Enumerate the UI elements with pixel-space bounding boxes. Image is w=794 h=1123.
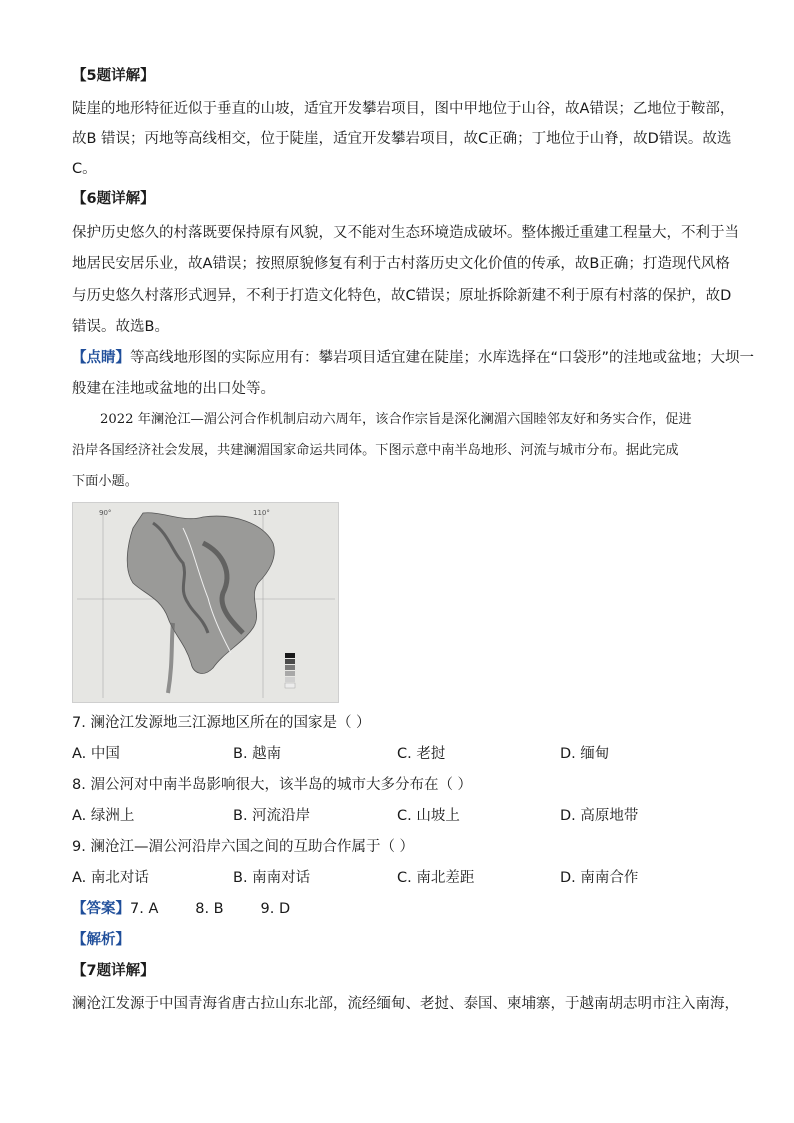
- tip-label: 【点睛】: [72, 350, 130, 366]
- map-lon-label-1: 90°: [99, 509, 112, 517]
- legend-swatch-5: [285, 677, 295, 682]
- answer-label: 【答案】: [72, 901, 130, 917]
- q9-option-b[interactable]: B. 南南对话: [233, 870, 311, 886]
- tip-text-1: 等高线地形图的实际应用有：攀岩项目适宜建在陡崖；水库选择在“口袋形”的洼地或盆地；大坝一: [130, 350, 755, 366]
- question-8-stem: 8. 湄公河对中南半岛影响很大，该半岛的城市大多分布在（ ）: [72, 777, 473, 793]
- q9-option-c[interactable]: C. 南北差距: [397, 870, 475, 886]
- q8-option-c[interactable]: C. 山坡上: [397, 808, 460, 824]
- q6-line-1: 保护历史悠久的村落既要保持原有风貌，又不能对生态环境造成破坏。整体搬迁重建工程量大，不利于当: [72, 225, 739, 241]
- q9-option-d[interactable]: D. 南南合作: [560, 870, 639, 886]
- q6-line-4: 错误。故选B。: [72, 319, 169, 335]
- q5-line-3: C。: [72, 161, 97, 177]
- q6-heading: 【6题详解】: [72, 191, 155, 207]
- q6-line-3: 与历史悠久村落形式迥异，不利于打造文化特色，故C错误；原址拆除新建不利于原有村落的保护，故D: [72, 288, 732, 304]
- q5-line-1: 陡崖的地形特征近似于垂直的山坡，适宜开发攀岩项目，图中甲地位于山谷，故A错误；乙地位于鞍部，: [72, 101, 735, 117]
- q7-option-a[interactable]: A. 中国: [72, 746, 120, 762]
- q8-option-a[interactable]: A. 绿洲上: [72, 808, 135, 824]
- legend-swatch-2: [285, 659, 295, 664]
- legend-swatch-3: [285, 665, 295, 670]
- material-line-1: 2022 年澜沧江—湄公河合作机制启动六周年，该合作宗旨是深化澜湄六国睦邻友好和务实合作，促进: [100, 412, 692, 427]
- q7-heading: 【7题详解】: [72, 963, 155, 979]
- q6-line-2: 地居民安居乐业，故A错误；按照原貌修复有利于古村落历史文化价值的传承，故B正确；打造现代风格: [72, 256, 730, 272]
- map-lon-label-2: 110°: [253, 509, 270, 517]
- analysis-label: 【解析】: [72, 932, 130, 948]
- tip-line-1: [72, 348, 754, 368]
- q7-option-b[interactable]: B. 越南: [233, 746, 282, 762]
- q8-option-b[interactable]: B. 河流沿岸: [233, 808, 311, 824]
- q5-heading: 【5题详解】: [72, 68, 155, 84]
- map-figure: [73, 503, 338, 702]
- indochina-terrain-map: [72, 502, 339, 703]
- material-line-3: 下面小题。: [72, 474, 138, 489]
- q8-option-d[interactable]: D. 高原地带: [560, 808, 639, 824]
- q7-option-d[interactable]: D. 缅甸: [560, 746, 610, 762]
- question-7-stem: 7. 澜沧江发源地三江源地区所在的国家是（ ）: [72, 715, 371, 731]
- legend-swatch-4: [285, 671, 295, 676]
- answer-text: 7. A 8. B 9. D: [130, 901, 291, 917]
- q9-option-a[interactable]: A. 南北对话: [72, 870, 149, 886]
- legend-swatch-1: [285, 653, 295, 658]
- material-line-2: 沿岸各国经济社会发展，共建澜湄国家命运共同体。下图示意中南半岛地形、河流与城市分布。据此完成: [72, 443, 679, 458]
- q7-option-c[interactable]: C. 老挝: [397, 746, 446, 762]
- legend-swatch-6: [285, 683, 295, 688]
- q7-line-1: 澜沧江发源于中国青海省唐古拉山东北部，流经缅甸、老挝、泰国、柬埔寨，于越南胡志明市注入南海，: [72, 996, 739, 1012]
- tip-line-2: 般建在洼地或盆地的出口处等。: [72, 381, 275, 397]
- question-9-stem: 9. 澜沧江—湄公河沿岸六国之间的互助合作属于（ ）: [72, 839, 415, 855]
- answer-line: [72, 899, 290, 919]
- q5-line-2: 故B 错误；丙地等高线相交，位于陡崖，适宜开发攀岩项目，故C正确；丁地位于山脊，故D错误。故选: [72, 131, 732, 147]
